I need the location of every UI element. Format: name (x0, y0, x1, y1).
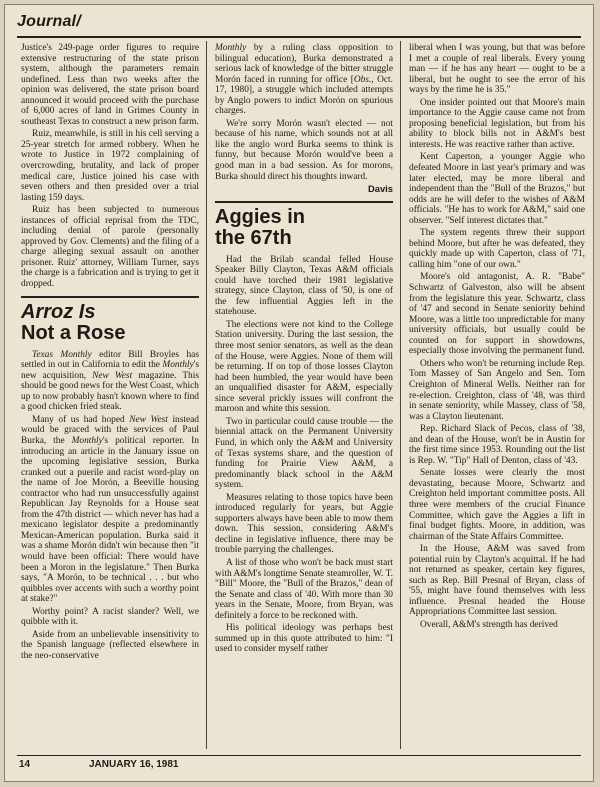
page-footer (19, 759, 179, 770)
paragraph: Aside from an unbelievable insensitivity to the Spanish language (reflected elsewhere in the neo-conservative (21, 629, 199, 661)
column-divider (206, 41, 207, 749)
text-run: editor Bill Broyles has settled in out in California to edit the (21, 349, 199, 371)
top-rule (17, 36, 581, 38)
text-run: 's political reporter. In introducing an article in the January issue on the upcoming legislative session, Burka cranked out a puerile and racist word-play on the name of Joe Morón, a Beeville housing contractor who had run unsuccessfully against Republican Jay Reynolds for a House seat from the 47th district — which never has had a mexicano legislator despite a predominantly Mexican-American population. Burka said it was a shame Morón didn't win because then "it would have been official: There would have been a Moron in the legislature." Then Burka says, "A Morón, to be technical . . . but who quibbles over accents with such a worthy point at stake?" (21, 435, 199, 605)
author-signoff: Davis (367, 183, 393, 195)
headline-arroz (21, 302, 199, 344)
column-divider (400, 41, 401, 749)
headline-line: the 67th (215, 226, 292, 249)
section-rule (215, 201, 393, 203)
italic-text: New West (129, 414, 168, 425)
paragraph: Kent Caperton, a younger Aggie who defeated Moore in last year's primary and was later elected, may be more liberal and independent than the "Bull of the Brazos," but odds are he will defer to the wishes of A&M officials. "He has to work for A&M," said one observer. "Self interest dictates that." (409, 152, 585, 226)
text-run: instead would be graced with the services of Paul Burka, the (21, 414, 199, 446)
headline-line: Arroz Is (21, 300, 96, 323)
page-number: 14 (19, 759, 31, 770)
section-rule (21, 296, 199, 298)
text-run: Many of us had hoped (32, 414, 130, 425)
paragraph: Overall, A&M's strength has derived (420, 619, 558, 630)
text-run: , Oct. 17, 1980], a struggle which included attempts by Anglo powers to indict Morón on spurious charges. (215, 74, 393, 117)
paragraph: Ruiz, meanwhile, is still in his cell serving a 25-year stretch for armed robbery. When he wrote to Justice in 1972 complaining of overcrowding, brutality, and lack of proper medical care, Justice joined his case with seven others and then presided over a trial lasting 159 days. (21, 129, 199, 203)
paragraph: Justice's 249-page order figures to require extensive restructuring of the state prison system, although the parameters remain undefined. Less than two weeks after the opinion was delivered, the state prison board announced it would proceed with the purchase of 6,000 acres of land in Grimes County in southeast Texas to construct a new prison farm. (21, 43, 199, 127)
paragraph: Measures relating to those topics have been introduced regularly for years, but Aggie supporters always have been able to mow them down. This session, considering A&M's decline in legislative influence, there may be trouble parrying the challenges. (215, 492, 393, 556)
paragraph: In the House, A&M was saved from potential ruin by Clayton's acquittal. If he had not returned as speaker, certain key figures, such as Rep. Bill Presnal of Bryan, class of '55, might have found themselves with less influence. Presnal headed the House Appropriations Committee last session. (409, 544, 585, 618)
paragraph: Ruiz has been subjected to numerous instances of official reprisal from the TDC, including denial of parole (personally approved by Gov. Clements) and the filing of a charge alleging sexual assault on another prisoner. Ruiz' attorney, William Turner, says the charge is a fabrication and is trying to get it dropped. (21, 205, 199, 290)
paragraph: Senate losses were clearly the most devastating, because Moore, Schwartz and Creighton held important committee posts. All three were members of the crucial Finance Committee, which gave the Aggies a lift in final budget fights. Moore, in addition, was chairman of the State Affairs Committee. (409, 468, 585, 542)
magazine-page (4, 4, 594, 782)
text-run: 's new acquisition, (21, 360, 199, 381)
paragraph: Two in particular could cause trouble — the biennial attack on the Permanent University Fund, in which only the A&M and University of Texas systems share, and the question of funding for Prairie View A&M, a predominantly black school in the A&M system. (215, 416, 393, 491)
section-masthead: Journal/ (17, 13, 81, 30)
italic-text: Texas Monthly (32, 349, 92, 360)
bottom-rule (17, 755, 581, 756)
paragraph: The system regents threw their support behind Moore, but after he was defeated, they quickly made up with Caperton, class of '71, calling him "one of our own." (409, 228, 585, 270)
column-3 (409, 43, 585, 633)
text-run: by a ruling class opposition to bilingual education), Burka demonstrated a serious lack of knowledge of the bitter struggle Morón faced in running for office [ (215, 43, 393, 85)
paragraph: Rep. Richard Slack of Pecos, class of '38, and dean of the House, won't be in Austin for the first time since 1953. Rounding out the list is Rep. W. "Tip" Hall of Denton, class of '43. (409, 424, 585, 466)
paragraph: Moore's old antagonist, A. R. "Babe" Schwartz of Galveston, also will be absent from the legislature this year. Schwartz, class of '47 and second in Senate seniority behind Moore, was a little too unpredictable for many university officials, but usually could be counted on for support in showdowns, especially those involving the permanent fund. (409, 272, 585, 357)
headline-line: Not a Rose (21, 321, 126, 344)
column-1 (21, 43, 199, 663)
paragraph: Others who won't be returning include Rep. Tom Massey of San Angelo and Sen. Tom Creighton of Mineral Wells. Neither ran for re-election. Creighton, class of '48, was third in senate seniority, while Massey, class of '58, was a Clayton lieutenant. (409, 358, 585, 422)
paragraph: Worthy point? A racist slander? Well, we quibble with it. (21, 606, 199, 628)
paragraph (21, 350, 199, 413)
issue-date: JANUARY 16, 1981 (89, 759, 179, 770)
paragraph (21, 415, 199, 605)
italic-text: Monthly (215, 43, 247, 53)
headline-aggies (215, 207, 393, 249)
paragraph: One insider pointed out that Moore's main importance to the Aggie cause came not from proposing beneficial legislation, but from his ability to block bills not in A&M's best interests. He was reactive rather than active. (409, 97, 585, 150)
paragraph (215, 43, 393, 117)
paragraph: liberal when I was young, but that was before I met a couple of real liberals. Every young man — if he has any heart — ought to be a liberal, but he ought to see the error of his ways by the time he is 35." (409, 43, 585, 96)
italic-text: Monthly (71, 435, 103, 446)
italic-text: Obs. (353, 74, 372, 85)
text-run: magazine. This should be good news for the West Coast, which up to now probably hasn't known where to find a good chicken fried steak. (21, 370, 199, 413)
headline-line: Aggies in (215, 205, 306, 228)
italic-text: New West (92, 370, 133, 381)
paragraph: A list of those who won't be back must start with A&M's longtime Senate steamroller, W. T. "Bill" Moore, the "Bull of the Brazos," dean of the Senate and class of '40. With more than 30 years in the Senate, Moore, from Bryan, was definitely a force to be reckoned with. (215, 557, 393, 621)
paragraph: The elections were not kind to the College Station university. During the last session, the three most senior senators, as well as the dean of the House, were Aggies. None of them will be returning. If on top of those losses Clayton had been humbled, the year would have been an unqualified disaster for A&M, especially since several prickly issues will confront the maroon and white this session. (215, 319, 393, 415)
paragraph: His political ideology was perhaps best summed up in this quote attributed to him: "I used to consider myself rather (215, 623, 393, 655)
column-2 (215, 43, 393, 657)
paragraph: We're sorry Morón wasn't elected — not because of his name, which sounds not at all like the anglo word Burka seems to think is funny, but because Morón would've been a good man in a bad session. As for morons, Burka should direct his thoughts inward. (215, 118, 393, 182)
italic-text: Monthly (162, 360, 194, 371)
paragraph: Had the Brilab scandal felled House Speaker Billy Clayton, Texas A&M officials could have torched their 1981 legislative strategy, since Clayton, class of '50, is one of the few influential Aggies left in the statehouse. (215, 254, 393, 318)
